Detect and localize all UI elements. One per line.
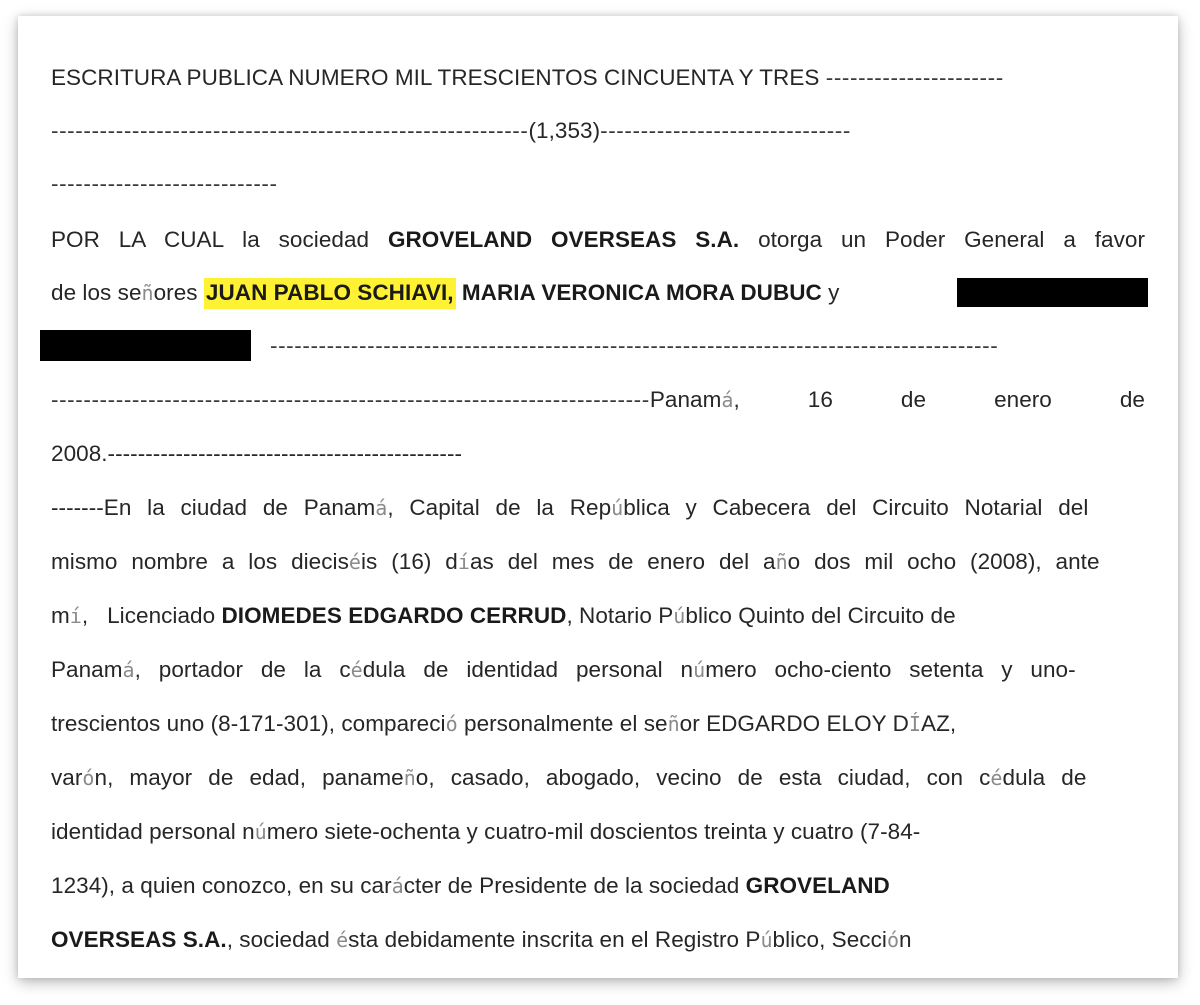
accent-char: í: [457, 550, 470, 574]
trailing-dashes: ------------------------------------------------------------------------------------------: [270, 333, 999, 358]
body-text: var: [51, 765, 83, 790]
year-text: 2008.-----------------------------------------------: [51, 441, 463, 466]
accent-char: á: [375, 496, 388, 520]
body-line-5: [51, 704, 1145, 744]
accent-char: ú: [693, 658, 706, 682]
deed-title: ESCRITURA PUBLICA NUMERO MIL TRESCIENTOS CINCUENTA Y TRES: [51, 65, 820, 90]
accent-char: ñ: [667, 712, 680, 736]
intro-text: otorga un Poder General a favor: [758, 227, 1145, 252]
conjunction: y: [828, 280, 840, 305]
accent-char: í: [69, 604, 82, 628]
deed-title-line: [51, 58, 1145, 98]
body-text: m: [51, 603, 70, 628]
accent-char: é: [990, 766, 1003, 790]
body-text: dula de: [1002, 765, 1087, 790]
accent-char: ú: [254, 820, 267, 844]
document-page: [18, 16, 1178, 978]
body-text: dula de identidad personal n: [362, 657, 694, 682]
accent-char: ó: [886, 928, 900, 952]
number-right-dashes: -------------------------------: [600, 118, 851, 143]
city: Panam: [649, 387, 722, 412]
body-line-4: [51, 650, 1145, 690]
body-line-1: [51, 488, 1145, 528]
deed-number-line: [51, 111, 1145, 151]
body-text: cter de Presidente de la sociedad: [403, 873, 746, 898]
accent-char: ó: [445, 712, 458, 736]
body-line-3: [51, 596, 1145, 636]
notary-name: DIOMEDES EDGARDO CERRUD: [221, 603, 567, 628]
accent-char: á: [391, 874, 404, 898]
accent-char: ú: [673, 604, 686, 628]
highlighted-name: JUAN PABLO SCHIAVI,: [204, 278, 456, 309]
body-text: mero ocho-ciento setenta y uno-: [705, 657, 1076, 682]
body-text: blico Quinto del Circuito de: [685, 603, 956, 628]
date-text: , 16 de enero de: [733, 387, 1145, 412]
redaction-trailing-line: [270, 326, 1145, 366]
body-text: o dos mil ocho (2008), ante: [787, 549, 1100, 574]
body-text: mismo nombre a los diecis: [51, 549, 349, 574]
body-text: identidad personal n: [51, 819, 255, 844]
body-text: n: [899, 927, 912, 952]
body-text: Panam: [51, 657, 123, 682]
body-line-8: [51, 866, 1145, 906]
accent-char: ñ: [403, 766, 416, 790]
second-name: MARIA VERONICA MORA DUBUC: [461, 280, 822, 305]
accent-char: ú: [611, 496, 624, 520]
body-text: , Capital de la Rep: [387, 495, 612, 520]
company-name: GROVELAND OVERSEAS S.A.: [387, 227, 740, 252]
body-text: blica y Cabecera del Circuito Notarial del: [623, 495, 1089, 520]
body-text: blico, Secci: [772, 927, 887, 952]
accent-char: é: [348, 550, 361, 574]
body-text: , Licenciado: [81, 603, 216, 628]
intro-text: ores: [153, 280, 198, 305]
company-name: GROVELAND: [745, 873, 890, 898]
date-dashes: --------------------------------------------------------------------------: [51, 387, 650, 412]
accent-char: á: [122, 658, 135, 682]
body-text: is (16) d: [360, 549, 458, 574]
body-text: personalmente el se: [457, 711, 668, 736]
body-text: o, casado, abogado, vecino de esta ciudad, con c: [415, 765, 991, 790]
body-text: trescientos uno (8-171-301), compareci: [51, 711, 446, 736]
redaction-box: [40, 330, 251, 361]
company-name: OVERSEAS S.A.: [51, 927, 227, 952]
body-text: , Notario P: [566, 603, 674, 628]
body-line-2: [51, 542, 1145, 582]
title-dashes: ----------------------: [825, 65, 1004, 90]
date-line: [51, 380, 1145, 420]
accent-char: ñ: [775, 550, 788, 574]
intro-text: de los se: [51, 280, 142, 305]
separator-dashes: ----------------------------: [51, 171, 278, 196]
accent-char: ñ: [141, 281, 154, 305]
body-text: , portador de la c: [134, 657, 351, 682]
body-text: 1234), a quien conozco, en su car: [51, 873, 392, 898]
accent-char: ó: [82, 766, 95, 790]
redaction-box: [957, 278, 1148, 307]
body-line-6: [51, 758, 1145, 798]
body-text: as del mes de enero del a: [469, 549, 776, 574]
intro-line-1: [51, 220, 1145, 260]
body-text: n, mayor de edad, paname: [94, 765, 404, 790]
body-text: sta debidamente inscrita en el Registro P: [348, 927, 761, 952]
separator-line: [51, 164, 1145, 204]
number-left-dashes: -----------------------------------------------------------: [51, 118, 529, 143]
body-text: mero siete-ochenta y cuatro-mil doscientos treinta y cuatro (7-84-: [266, 819, 921, 844]
intro-text: POR LA CUAL la sociedad: [51, 227, 370, 252]
deed-number: (1,353): [528, 118, 601, 143]
body-text: AZ,: [921, 711, 957, 736]
year-line: [51, 434, 1145, 474]
accent-char: é: [350, 658, 363, 682]
accent-char: ú: [760, 928, 773, 952]
body-text: or EDGARDO ELOY D: [679, 711, 909, 736]
accent-char: Í: [908, 712, 922, 736]
body-line-7: [51, 812, 1145, 852]
accent-char: á: [721, 388, 734, 412]
accent-char: é: [336, 928, 349, 952]
body-line-9: [51, 920, 1145, 960]
body-text: , sociedad: [226, 927, 337, 952]
body-text: -------En la ciudad de Panam: [51, 495, 376, 520]
